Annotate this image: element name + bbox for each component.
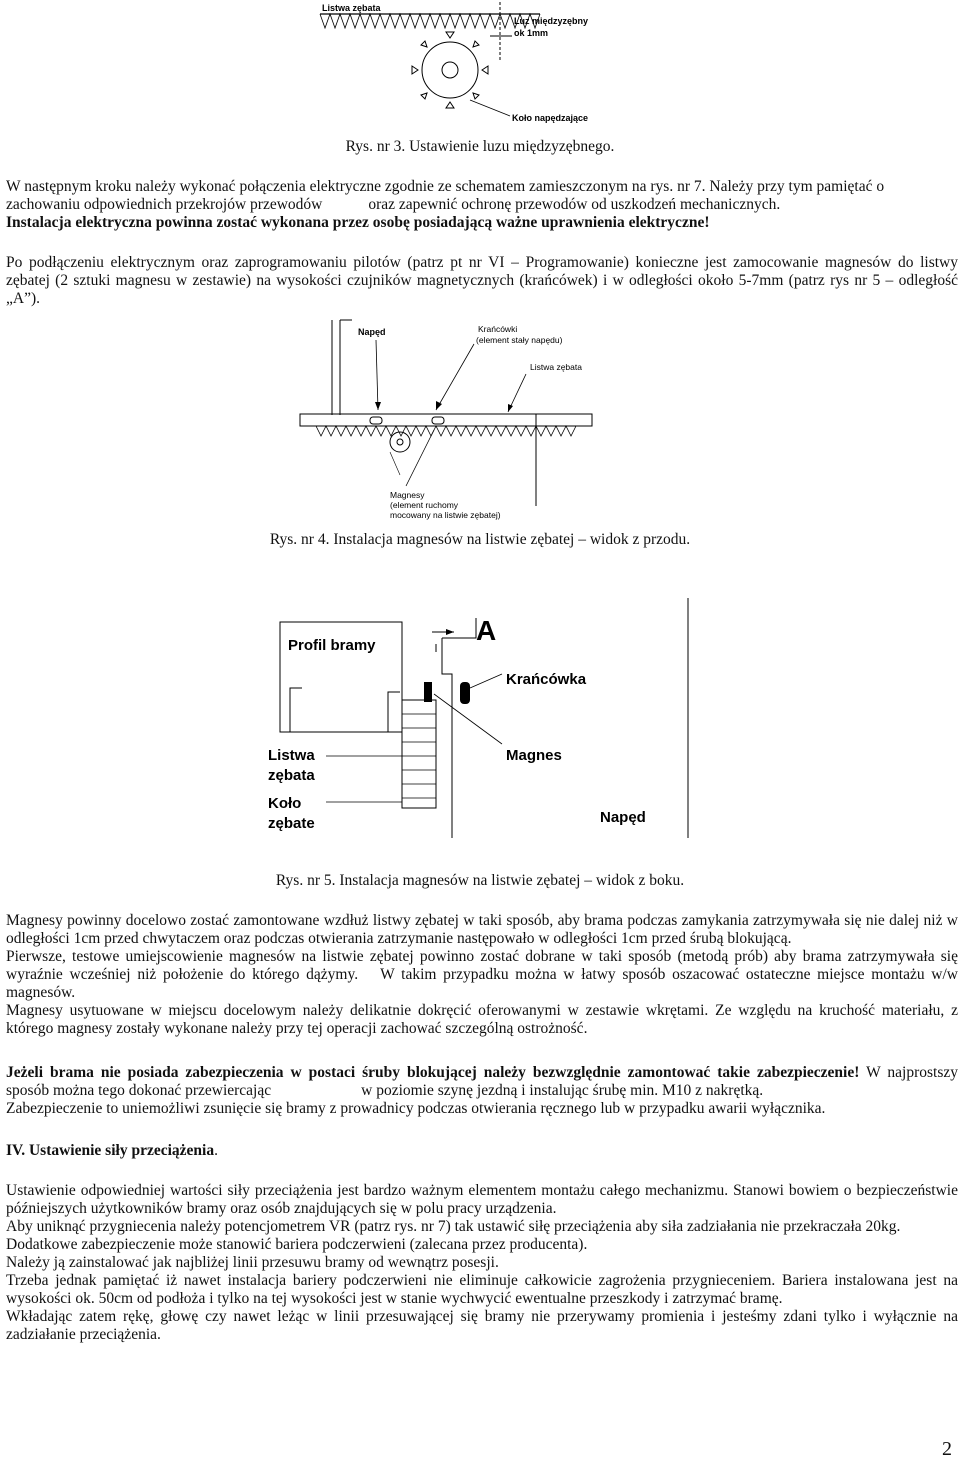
p4-line3: Zabezpieczenie to uniemożliwi zsunięcie się bramy z prowadnicy podczas otwierania ręcznego lub w przypadku awarii wyłącznika. — [6, 1100, 826, 1117]
p1-line2a: zachowaniu odpowiednich przekrojów przewodów — [6, 196, 323, 213]
paragraph-magnet-positioning — [6, 912, 958, 1038]
p5-item-1: Aby uniknąć przygniecenia należy potencjometrem VR (patrz rys. nr 7) tak ustawić siłę przeciążenia aby siła zadziałania nie przekraczała 20kg. — [6, 1218, 901, 1235]
fig4-label-switch-line2: (element stały napędu) — [476, 335, 563, 345]
fig4-label-rack: Listwa zębata — [530, 362, 582, 372]
fig3-label-gear: Koło napędzające — [512, 113, 589, 123]
paragraph-overload-force — [6, 1182, 958, 1344]
figure-3-backlash-diagram — [300, 0, 620, 128]
paragraph-electrical-connection — [6, 178, 958, 232]
p1-line1: W następnym kroku należy wykonać połączenia elektryczne zgodnie ze schematem zamieszczonym na rys. nr 7. Należy przy tym pamiętać o — [6, 178, 885, 195]
fig5-label-gear-line2: zębate — [268, 815, 315, 832]
figure-4-caption: Rys. nr 4. Instalacja magnesów na listwie zębatej – widok z przodu. — [269, 531, 691, 548]
fig5-label-profile: Profil bramy — [288, 637, 376, 654]
p5-item-3: Należy ją zainstalować jak najbliżej linii przesuwu bramy od wewnątrz posesji. — [6, 1254, 499, 1271]
fig4-label-magnets-line1: Magnesy — [390, 490, 425, 500]
p1-electrical-warning: Instalacja elektryczna powinna zostać wykonana przez osobę posiadającą ważne uprawnienia elektryczne! — [6, 214, 710, 231]
fig5-label-rack-line1: Listwa — [268, 747, 315, 764]
p5-item-4: Trzeba jednak pamiętać iż nawet instalacja bariery podczerwieni nie eliminuje całkowicie zagrożenia przygnieceniem. Bariera instalowana jest na wysokości ok. 50cm od podłoża i tylko na tej wysokości jest w stanie wychwycić ewentualne przeszkody i zatrzymać bramę. — [6, 1272, 958, 1307]
paragraph-locking-bolt — [6, 1064, 958, 1118]
fig5-label-a: A — [476, 615, 497, 646]
figure-5-caption: Rys. nr 5. Instalacja magnesów na listwie zębatej – widok z boku. — [275, 872, 685, 889]
fig3-label-gap-line2: ok 1mm — [514, 28, 549, 38]
fig5-label-rack-line2: zębata — [268, 767, 315, 784]
p4-rest-a: W najprostszy sposób można tego dokonać przewiercając — [6, 1064, 958, 1099]
p4-bold-warning: Jeżeli brama nie posiada zabezpieczenia w postaci śruby blokującej należy bezwzględnie zamontować takie zabezpieczenie! — [6, 1064, 860, 1081]
p1-line2b: oraz zapewnić ochronę przewodów od uszkodzeń mechanicznych. — [368, 196, 781, 213]
section-iv-title: IV. Ustawienie siły przeciążenia — [6, 1142, 215, 1159]
fig5-label-gear-line1: Koło — [268, 795, 302, 812]
fig5-label-drive: Napęd — [600, 809, 646, 826]
fig4-label-magnets-line2: (element ruchomy — [390, 500, 459, 510]
p5-item-0: Ustawienie odpowiedniej wartości siły przeciążenia jest bardzo ważnym elementem montażu całego mechanizmu. Stanowi bowiem o bezpieczeństwie późniejszych użytkowników bramy oraz osób znajdujących się w polu pracy urządzenia. — [6, 1182, 958, 1217]
p4-rest-b: w poziomie szynę jezdną i instalując śrubę min. M10 z nakrętką. — [361, 1082, 764, 1099]
fig4-label-drive: Napęd — [358, 327, 386, 337]
figure-5-side-view-diagram — [268, 588, 696, 838]
p3-sentence3: W takim przypadku można w łatwy sposób oszacować ostateczne miejsce montażu w/w magnesów. — [6, 966, 958, 1001]
fig4-label-switch-line1: Krańcówki — [478, 324, 518, 334]
fig3-label-rack: Listwa zębata — [322, 3, 381, 13]
page-number: 2 — [942, 1438, 952, 1460]
fig5-label-magnet: Magnes — [506, 747, 562, 764]
p5-item-5: Wkładając zatem rękę, głowę czy nawet leżąc w linii przesuwającej się bramy nie przerywamy promienia i jesteśmy zdani tylko i wyłącznie na zadziałanie przeciążenia. — [6, 1308, 958, 1343]
p3-sentence4: Magnesy usytuowane w miejscu docelowym należy delikatnie dokręcić oferowanymi w zestawie wkrętami. Ze względu na kruchość materiału, z którego magnesy zostały wykonane należy przy tej operacji zachować szczególną ostrożność. — [6, 1002, 958, 1037]
p3-sentence1: Magnesy powinny docelowo zostać zamontowane wzdłuż listwy zębatej w taki sposób, aby brama podczas zamykania zatrzymywała się nie dalej niż w odległości 1cm przed chwytaczem oraz podczas otwierania zatrzymanie następowało w odległości 1cm przed śrubą blokującą. — [6, 912, 958, 947]
p3-sentence2: Pierwsze, testowe umiejscowienie magnesów na listwie zębatej powinno zostać dobrane w taki sposób (metodą prób) aby brama zatrzymywała się wyraźnie wcześniej niż położenie do którego dążymy. — [6, 948, 958, 983]
figure-4-front-view-diagram — [296, 310, 596, 525]
fig3-label-gap-line1: Luz międzyzębny — [514, 16, 589, 26]
p5-item-2: Dodatkowe zabezpieczenie może stanowić bariera podczerwieni (zalecana przez producenta). — [6, 1236, 588, 1253]
section-iv-heading — [6, 1142, 218, 1160]
paragraph-magnet-mounting: Po podłączeniu elektrycznym oraz zaprogramowaniu pilotów (patrz pt nr VI – Programowanie) konieczne jest zamocowanie magnesów do listwy zębatej (2 sztuki magnesu w zestawie) na wysokości czujników magnetycznych (krańcówek) i w odległości około 5-7mm (patrz rys nr 5 – odległość „A”). — [6, 254, 958, 307]
figure-3-caption: Rys. nr 3. Ustawienie luzu międzyzębnego. — [345, 138, 615, 155]
fig5-label-switch: Krańcówka — [506, 671, 587, 688]
section-iv-dot: . — [214, 1142, 218, 1159]
fig4-label-magnets-line3: mocowany na listwie zębatej) — [390, 510, 501, 520]
